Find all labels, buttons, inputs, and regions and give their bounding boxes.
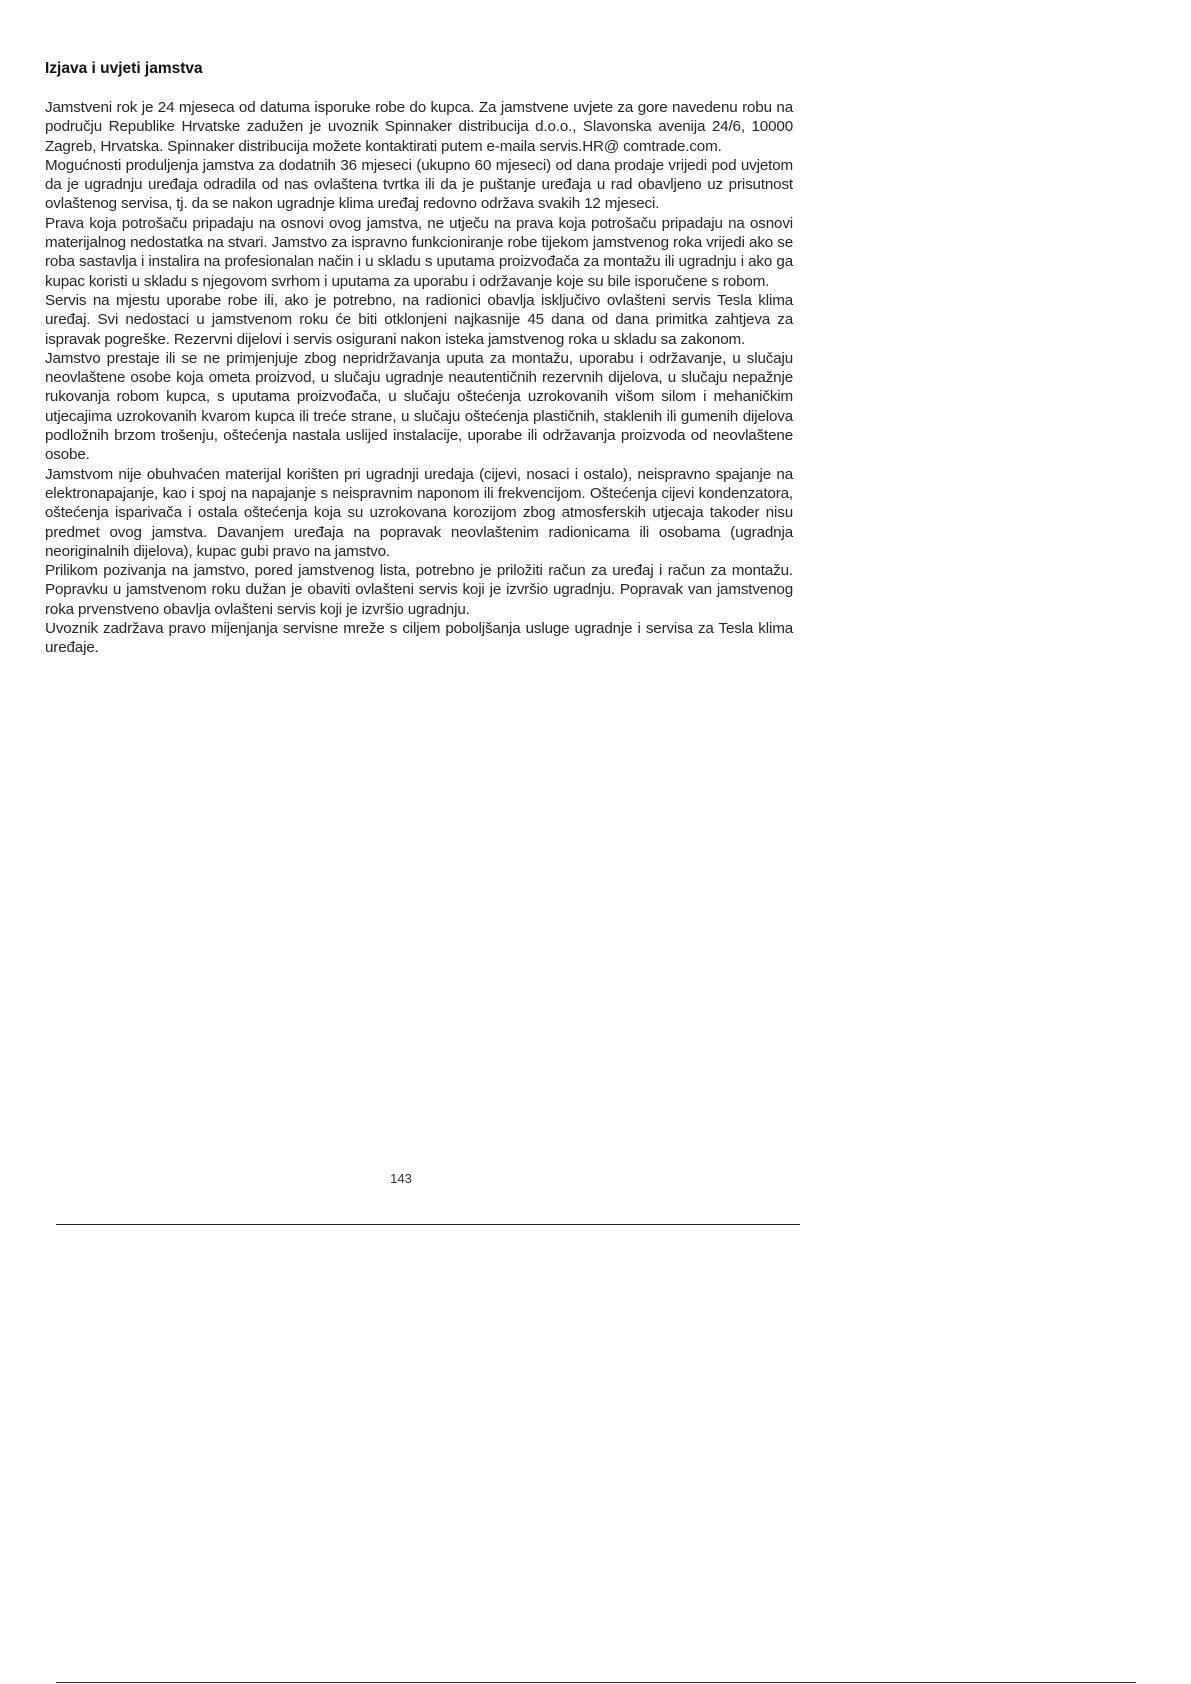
page-bottom-edge — [56, 1682, 1136, 1683]
page-number: 143 — [390, 1171, 412, 1186]
section-heading: Izjava i uvjeti jamstva — [45, 60, 203, 77]
paragraph-claim-procedure: Prilikom pozivanja na jamstvo, pored jamstvenog lista, potrebno je priložiti račun za uređaj i račun za montažu. Popravku u jamstvenom roku dužan je obaviti ovlašteni servis koji je izvršio ugradnju. Popravak van jamstvenog roka prvenstveno obavlja ovlašteni servis koji je izvršio ugradnju. — [45, 562, 793, 618]
warranty-section — [45, 58, 793, 658]
paragraph-consumer-rights: Prava koja potrošaču pripadaju na osnovi ovog jamstva, ne utječu na prava koja potrošaču pripadaju na osnovi materijalnog nedostatka na stvari. Jamstvo za ispravno funkcioniranje robe tijekom jamstvenog roka vrijedi ako se roba sastavlja i instalira na profesionalan način i u skladu s uputama proizvođača za montažu ili ugradnju i ako ga kupac koristi u skladu s njegovom svrhom i uputama za uporabu i održavanje koje su bile isporučene s robom. — [45, 214, 793, 290]
paragraph-warranty-extension: Mogućnosti produljenja jamstva za dodatnih 36 mjeseci (ukupno 60 mjeseci) od dana prodaje vrijedi pod uvjetom da je ugradnju uređaja odradila od nas ovlaštena tvrtka ili da je puštanje uređaja u rad obavljeno uz prisutnost ovlaštenog servisa, tj. da se nakon ugradnje klima uređaj redovno održava svakih 12 mjeseci. — [45, 156, 793, 213]
paragraph-warranty-period: Jamstveni rok je 24 mjeseca od datuma isporuke robe do kupca. Za jamstvene uvjete za gore navedenu robu na području Republike Hrvatske zadužen je uvoznik Spinnaker distribucija d.o.o., Slavonska avenija 24/6, 10000 Zagreb, Hrvatska. Spinnaker distribucija možete kontaktirati putem e-maila servis.HR@ comtrade.com. — [45, 99, 793, 155]
paragraph-importer-rights: Uvoznik zadržava pravo mijenjanja servisne mreže s ciljem poboljšanja usluge ugradnje i servisa za Tesla klima uređaje. — [45, 620, 793, 657]
paragraph-service: Servis na mjestu uporabe robe ili, ako je potrebno, na radionici obavlja isključivo ovlašteni servis Tesla klima uređaj. Svi nedostaci u jamstvenom roku će biti otklonjeni najkasnije 45 dana od dana primitka zahtjeva za ispravak pogreške. Rezervni dijelovi i servis osigurani nakon isteka jamstvenog roka u skladu sa zakonom. — [45, 291, 793, 348]
paragraph-warranty-termination: Jamstvo prestaje ili se ne primjenjuje zbog nepridržavanja uputa za montažu, uporabu i održavanje, u slučaju neovlaštene osobe koja ometa proizvod, u slučaju ugradnje neautentičnih rezervnih dijelova, u slučaju nepažnje rukovanja robom kupca, s uputama proizvođača, u slučaju oštećenja uzrokovanih višom silom i mehaničkim utjecajima uzrokovanih kvarom kupca ili treće strane, u slučaju oštećenja plastičnih, staklenih ili gumenih dijelova podložnih brzom trošenju, oštećenja nastala uslijed instalacije, uporabe ili održavanja proizvoda od neovlaštene osobe. — [45, 349, 793, 464]
page-divider — [56, 1224, 800, 1225]
paragraph-exclusions: Jamstvom nije obuhvaćen materijal korišten pri ugradnji uredaja (cijevi, nosaci i ostalo), neispravno spajanje na elektronapajanje, kao i spoj na napajanje s neispravnim naponom ili frekvencijom. Oštećenja cijevi kondenzatora, oštećenja isparivača i ostala oštećenja koja su uzrokovana korozijom zbog atmosferskih utjecaja takoder nisu predmet ovog jamstva. Davanjem uređaja na popravak neovlaštenim radionicama ili osobama (ugradnja neoriginalnih dijelova), kupac gubi pravo na jamstvo. — [45, 465, 793, 560]
